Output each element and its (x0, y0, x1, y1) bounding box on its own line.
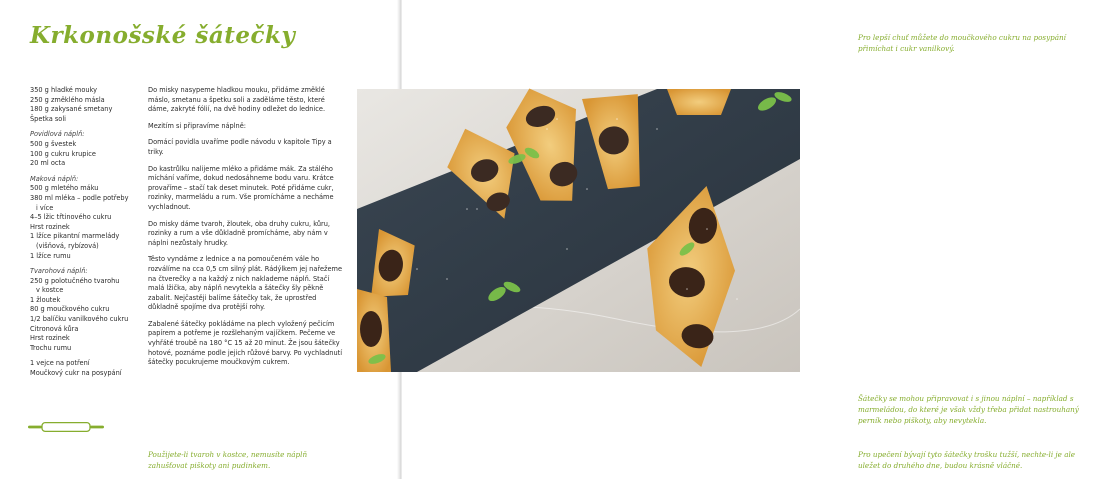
recipe-title: Krkonošské šátečky (30, 22, 296, 49)
ingredient: 1 vejce na potření (30, 359, 90, 368)
rolling-pin-icon (28, 422, 104, 432)
ingredient: 380 ml mléka – podle potřeby (30, 193, 129, 202)
ingredient: 500 g mletého máku (30, 184, 99, 193)
ingredient: 1 žloutek (30, 295, 61, 304)
method-paragraph: Do misky nasypeme hladkou mouku, přidáme změklé máslo, smetanu a špetku soli a zaděláme těsto, které dáme, zakryté fólií, na dvě hodiny odležet do lednice. (148, 86, 326, 114)
ingredient: 4–5 lžic třtinového cukru (30, 213, 112, 222)
method-paragraph: Do kastrůlku nalijeme mléko a přidáme mák. Za stálého míchání vaříme, dokud nedosáhneme bodu varu. Krátce provaříme – stačí tak deset minutek. Poté přidáme cukr, rozinky, marmeládu a rum. Vše promícháme a necháme vychladnout. (148, 164, 334, 211)
ingredient: 20 ml octa (30, 159, 66, 168)
tip-note-top: Pro lepší chuť můžete do moučkového cukru na posypání přimíchat i cukr vanilkový. (858, 33, 1066, 53)
method-paragraph: Mezitím si připravíme náplně: (148, 121, 247, 130)
ingredient: (višňová, rybízová) (36, 241, 99, 250)
left-page (0, 0, 398, 479)
ingredient: 80 g moučkového cukru (30, 305, 110, 314)
ingredient: Citronová kůra (30, 324, 79, 333)
tvarohova-filling (30, 267, 142, 353)
ingredient: 250 g polotučného tvarohu (30, 276, 120, 285)
filling-heading: Maková náplň: (30, 174, 79, 183)
tip-note-bottom-2: Pro upečení bývají tyto šátečky trošku tužší, nechte-li je ale uležet do druhého dne, budou krásně vláčné. (858, 450, 1076, 470)
ingredient: 500 g švestek (30, 139, 77, 148)
makova-filling (30, 175, 142, 261)
method-paragraph: Zabalené šátečky pokládáme na plech vyložený pečicím papírem a potřeme je rozšlehaným vajíčkem. Pečeme ve vyhřáté troubě na 180 °C 15 až 20 minut. Že jsou šátečky hotové, poznáme podle jejich růžové barvy. Po vychladnutí šátečky pocukrujeme moučkovým cukrem. (148, 319, 343, 367)
pastry-item (667, 89, 731, 115)
ingredient: 1/2 balíčku vanilkového cukru (30, 315, 129, 324)
method-text (148, 86, 344, 375)
filling-heading: Povidlová náplň: (30, 130, 85, 139)
ingredient: 1 lžíce rumu (30, 251, 71, 260)
ingredient: 180 g zakysané smetany (30, 105, 113, 114)
pastry-photo (357, 89, 800, 372)
tip-note-bottom: Šátečky se mohou připravovat i s jinou náplní – například s marmeládou, do které je však vždy třeba přidat nastrouhaný perník nebo piškoty, aby nevytekla. (858, 394, 1079, 425)
ingredient: Trochu rumu (30, 343, 72, 352)
ingredient: 100 g cukru krupice (30, 149, 96, 158)
ingredient: i více (36, 203, 54, 212)
method-paragraph: Těsto vyndáme z lednice a na pomoučeném vále ho rozválíme na cca 0,5 cm silný plát. Rádýlkem jej nařežeme na čtverečky a na každý z nich naklademe náplň. Stačí malá lžička, aby náplň nevytekla a šátečky šly pěkně zabalit. Nejčastěji balíme šátečky tak, že uprostřed důkladně spojíme dva protější rohy. (148, 255, 342, 312)
ingredient: Hrst rozinek (30, 334, 70, 343)
ingredient: Hrst rozinek (30, 222, 70, 231)
ingredients-list (30, 86, 142, 385)
ingredient: Špetka soli (30, 114, 66, 123)
method-paragraph: Domácí povidla uvaříme podle návodu v kapitole Tipy a triky. (148, 138, 332, 156)
filling-heading: Tvarohová náplň: (30, 267, 88, 276)
extra-ingredients (30, 359, 142, 378)
ingredient: v kostce (36, 286, 64, 295)
ingredient: 250 g změklého másla (30, 95, 105, 104)
ingredient: Moučkový cukr na posypání (30, 369, 122, 378)
ingredient: 350 g hladké mouky (30, 86, 98, 94)
tip-note-left: Použijete-li tvaroh v kostce, nemusíte náplň zahušťovat piškoty ani pudinkem. (148, 450, 308, 470)
povidla-filling (30, 130, 142, 168)
ingredient: 1 lžíce pikantní marmelády (30, 232, 120, 241)
dough-ingredients (30, 86, 142, 124)
method-paragraph: Do misky dáme tvaroh, žloutek, oba druhy cukru, kůru, rozinky a rum a vše důkladně promícháme, aby nám v náplni nezůstaly hrudky. (148, 219, 331, 247)
